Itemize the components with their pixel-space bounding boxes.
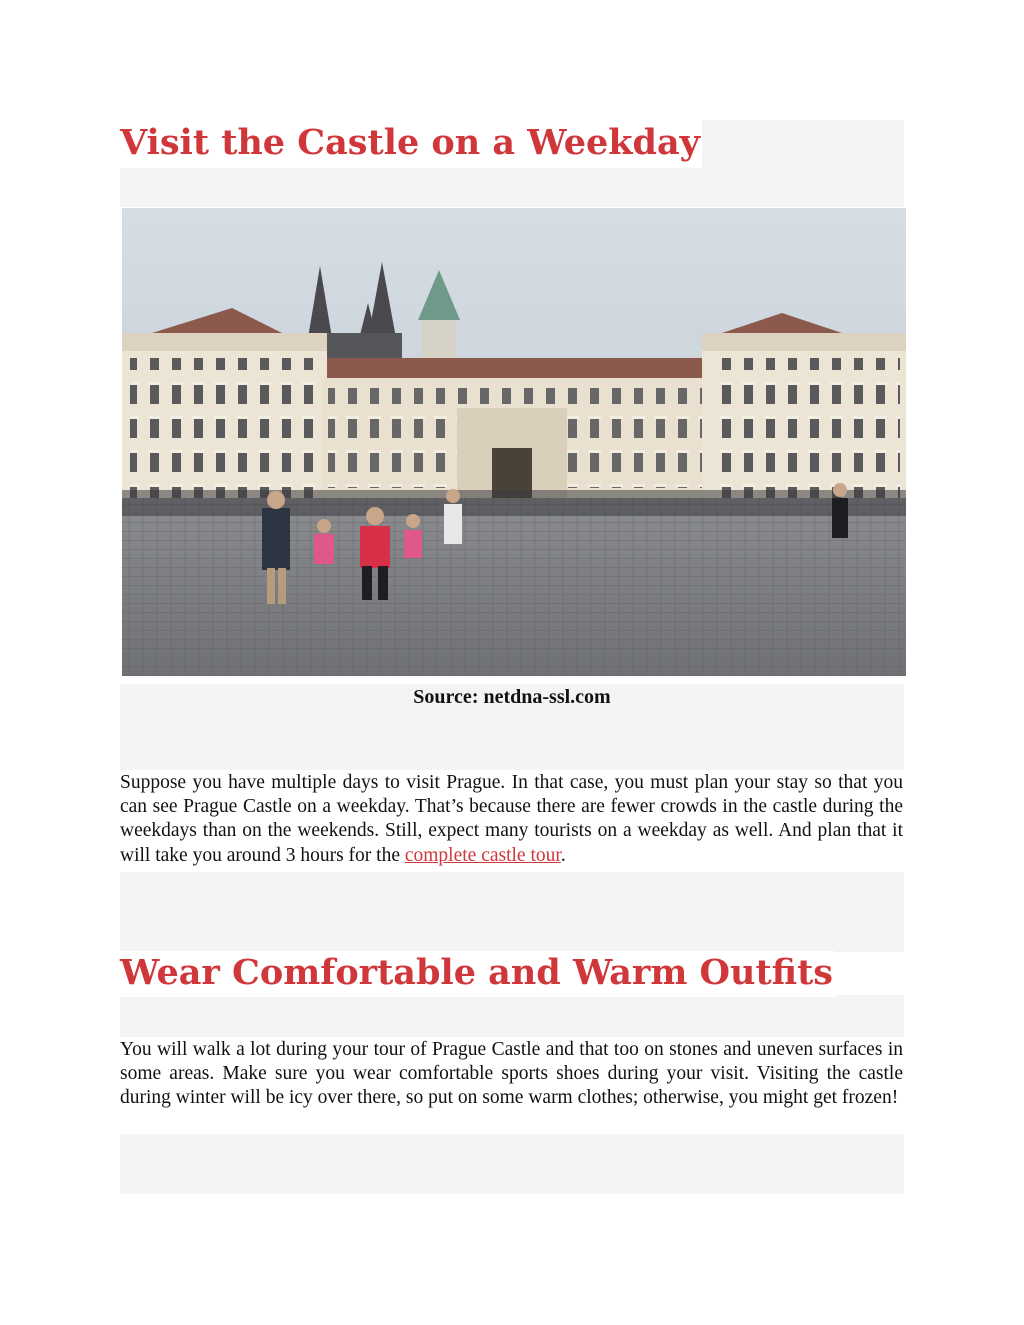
heading-1-wrap xyxy=(120,120,702,168)
prague-castle-photo xyxy=(122,208,906,676)
text-panel-2 xyxy=(120,1134,904,1194)
paragraph-weekday xyxy=(120,771,903,868)
heading-visit-castle: Visit the Castle on a Weekday xyxy=(120,122,700,163)
heading-2-wrap xyxy=(120,951,835,997)
image-source-caption: Source: netdna-ssl.com xyxy=(413,686,611,708)
paragraph-weekday-text: Suppose you have multiple days to visit Prague. In that case, you must plan your stay so that you can see Prague Castle on a weekday. That’s because there are fewer crowds in the castle during the weekdays than on the weekends. Still, expect many tourists on a weekday as well. And plan that it will take you around 3 hours for the xyxy=(120,772,903,866)
text-panel-1 xyxy=(120,872,904,952)
heading-panel-2 xyxy=(120,995,904,1037)
complete-castle-tour-link[interactable]: complete castle tour xyxy=(404,844,561,866)
heading-comfortable-outfits: Wear Comfortable and Warm Outfits xyxy=(120,952,833,993)
paragraph-weekday-end: . xyxy=(560,844,566,866)
paragraph-outfits: You will walk a lot during your tour of Prague Castle and that too on stones and uneven surfaces in some areas. Make sure you wear comfortable sports shoes during your visit. Visiting the castle during winter will be icy over there, so put on some warm clothes; otherwise, you might get frozen! xyxy=(120,1039,903,1109)
